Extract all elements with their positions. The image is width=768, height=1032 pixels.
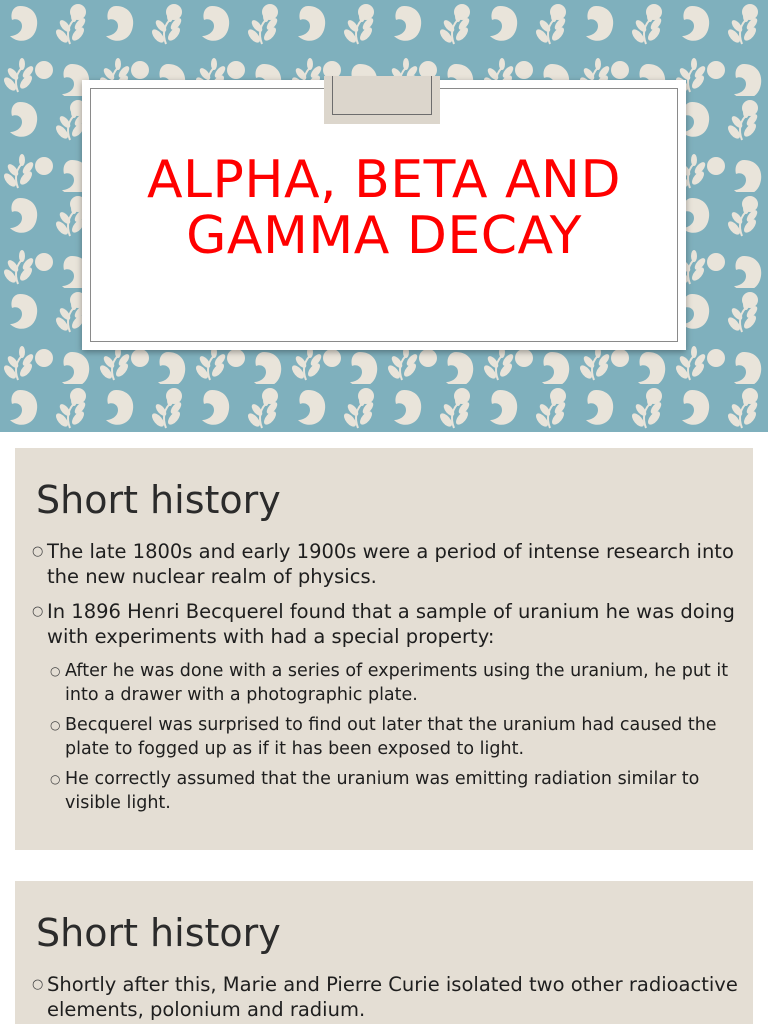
hollow-circle-bullet-icon: ○ [32, 977, 44, 992]
sub-bullet-text: He correctly assumed that the uranium was emitting radiation similar to visible light. [65, 769, 700, 813]
title-line-1: ALPHA, BETA AND [146, 150, 621, 210]
slide-heading: Short history [36, 911, 281, 955]
bullet-text: Shortly after this, Marie and Pierre Curie isolated two other radioactive elements, polonium and radium. [47, 973, 738, 1021]
hollow-circle-bullet-icon: ○ [32, 604, 44, 619]
presentation-title [102, 152, 666, 264]
hollow-circle-bullet-icon: ○ [50, 664, 61, 678]
hollow-circle-bullet-icon: ○ [50, 718, 61, 732]
sub-bullet-text: After he was done with a series of experiments using the uranium, he put it into a drawer with a photographic plate. [65, 661, 729, 705]
history-slide-1 [15, 448, 753, 850]
title-card-tab-frame [332, 76, 432, 115]
bullet-item [32, 539, 739, 589]
bullet-list [32, 539, 739, 821]
sub-bullet-item [50, 659, 739, 707]
title-card [82, 80, 686, 350]
hollow-circle-bullet-icon: ○ [32, 544, 44, 559]
history-slide-2 [15, 881, 753, 1024]
title-slide [0, 0, 768, 432]
bullet-item [32, 972, 739, 1022]
sub-bullet-item [50, 767, 739, 815]
sub-bullet-item [50, 713, 739, 761]
bullet-text: In 1896 Henri Becquerel found that a sample of uranium he was doing with experiments with had a special property: [47, 600, 735, 648]
bullet-item [32, 599, 739, 649]
hollow-circle-bullet-icon: ○ [50, 772, 61, 786]
sub-bullet-text: Becquerel was surprised to find out later that the uranium had caused the plate to fogged up as if it has been exposed to light. [65, 715, 717, 759]
bullet-list [32, 972, 739, 1032]
title-line-2: GAMMA DECAY [186, 206, 582, 266]
bullet-text: The late 1800s and early 1900s were a period of intense research into the new nuclear realm of physics. [47, 540, 734, 588]
title-card-tab [324, 76, 440, 124]
slide-heading: Short history [36, 478, 281, 522]
